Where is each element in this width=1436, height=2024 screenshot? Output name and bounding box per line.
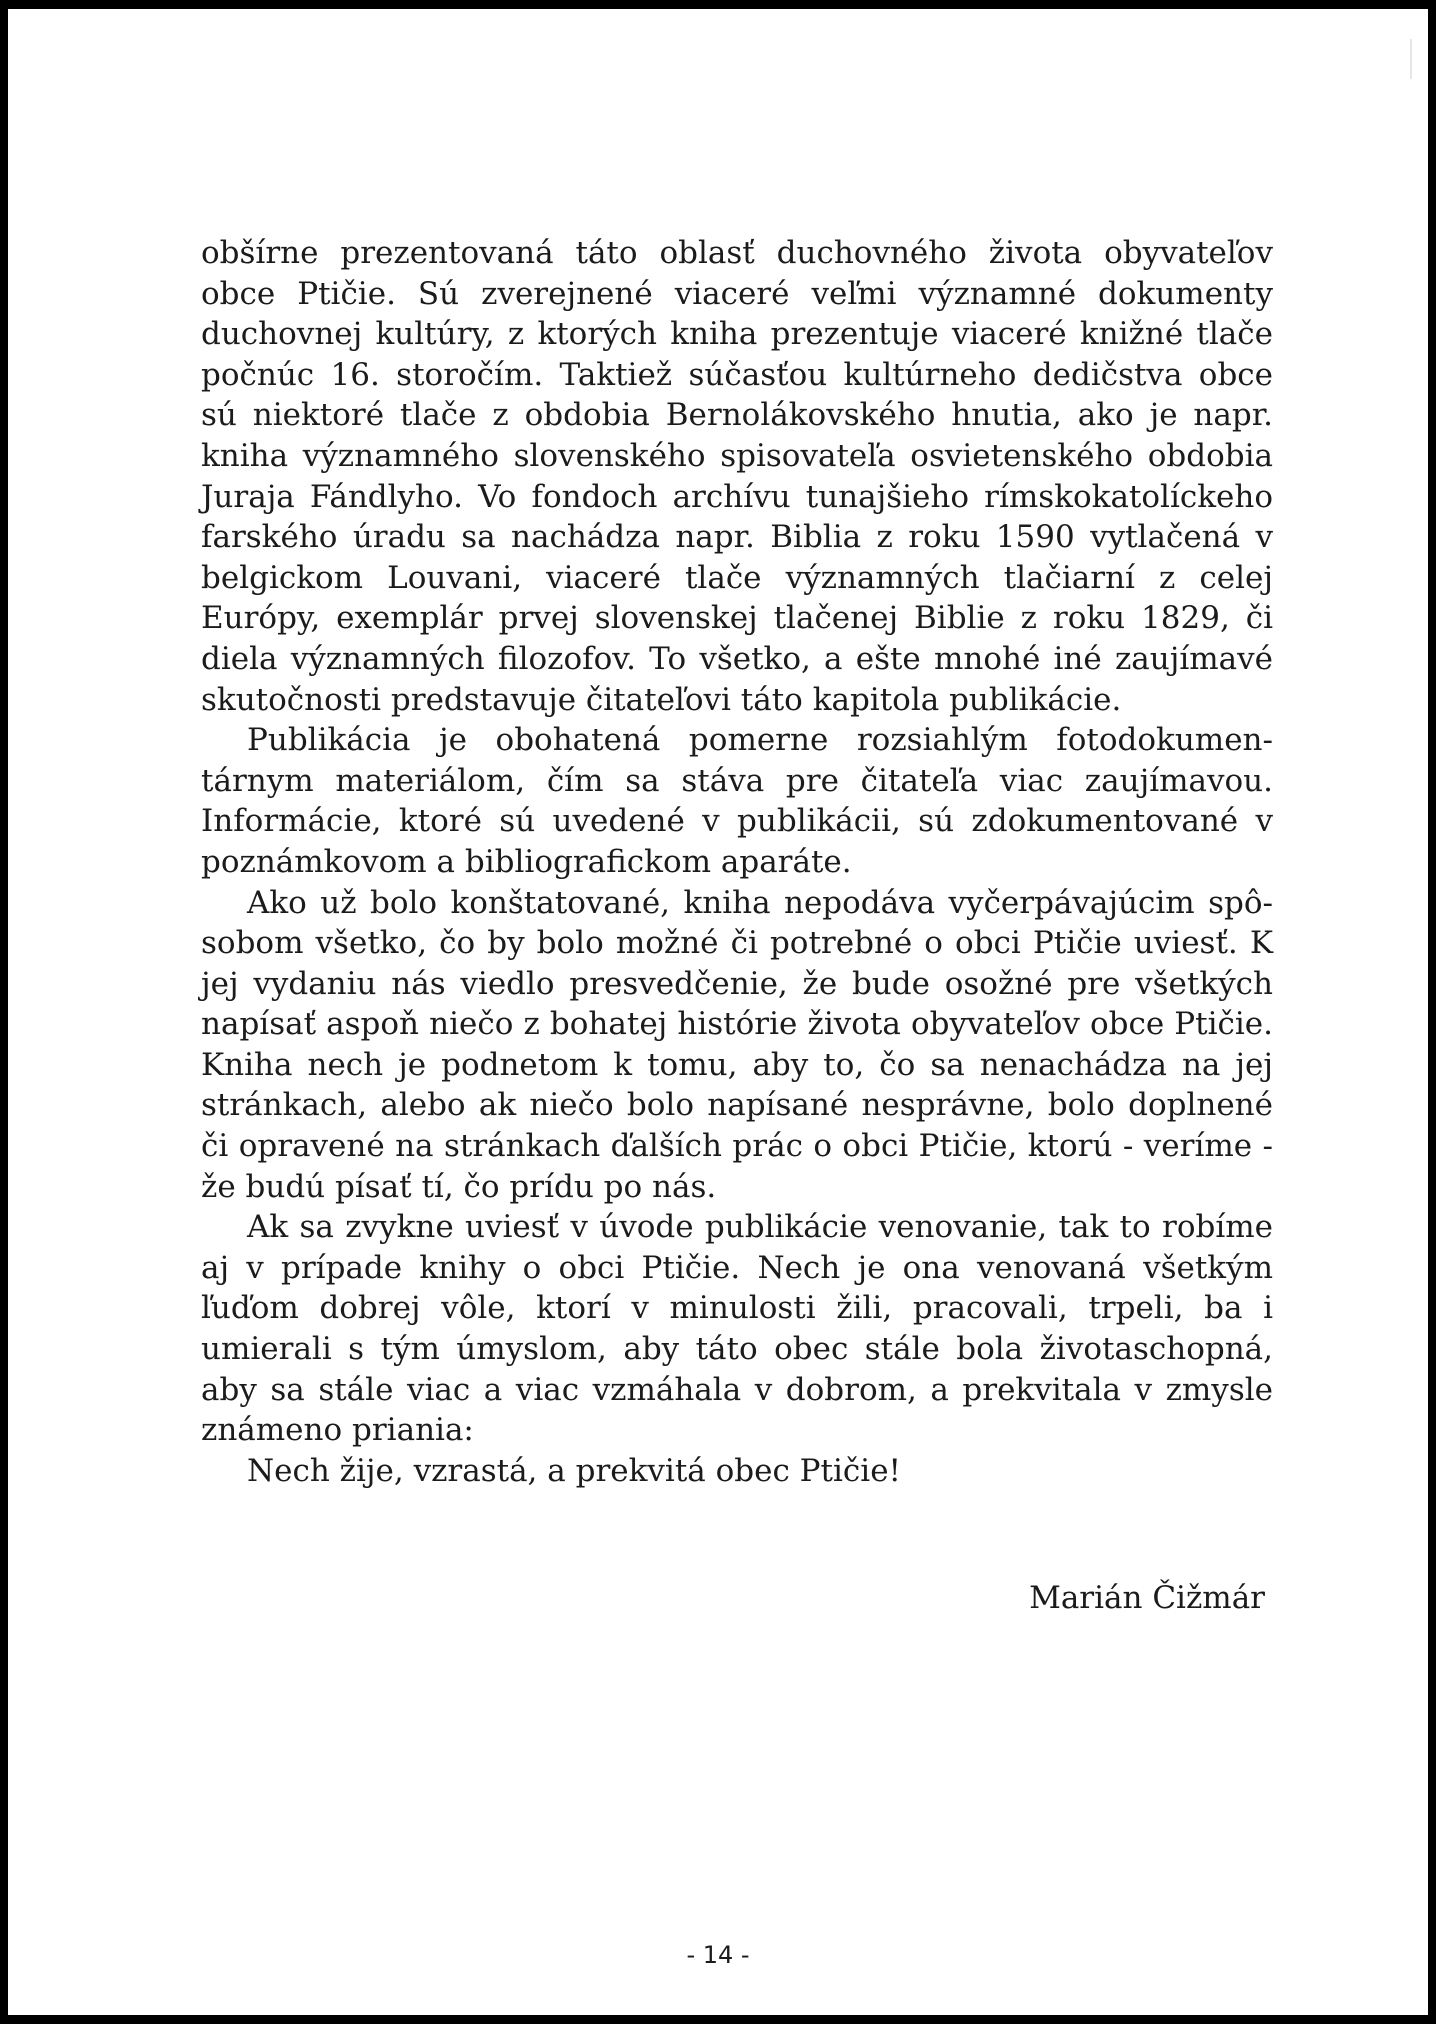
page-number: - 14 - [686, 1941, 750, 1969]
paragraph-slogan: Nech žije, vzrastá, a prekvitá obec Ptičie! [247, 1452, 901, 1489]
paragraph-scope: Ako už bolo konštatované, kniha nepodáva vyčerpávajúcim spôsobom všetko, čo by bolo možné či potrebné o obci Ptičie uviesť. K jej vydaniu nás viedlo presvedčenie, že bude osožné pre všetkých napísať aspoň niečo z bohatej histórie života obyvateľov obce Ptičie. Kniha nech je podnetom k tomu, aby to, čo sa nenachádza na jej stránkach, alebo ak niečo bolo napísané nesprávne, bolo doplnené či opravené na stránkach ďalších prác o obci Ptičie, ktorú - veríme - že budú písať tí, čo prídu po nás. [201, 884, 1273, 1205]
paragraph-publication: Publikácia je obohatená pomerne rozsiahlým fotodokumentárnym materiálom, čím sa stáva pre čitateľa viac zaujímavou. Informácie, ktoré sú uvedené v publikácii, sú zdokumentované v poznámkovom a bibliografickom aparáte. [201, 722, 1273, 880]
document-page [8, 9, 1428, 2015]
scan-edge-mark [1410, 39, 1412, 79]
author-signature: Marián Čižmár [1029, 1580, 1265, 1616]
body-text [201, 233, 1273, 1491]
paragraph-continuation: obšírne prezentovaná táto oblasť duchovného života obyvateľov obce Ptičie. Sú zverejnené viaceré veľmi významné dokumenty duchovnej kultúry, z ktorých kniha prezentuje viaceré knižné tlače počnúc 16. storočím. Taktiež súčasťou kultúrneho dedičstva obce sú niektoré tlače z obdobia Bernolákovského hnutia, ako je napr. kniha významného slovenského spisovateľa osvietenského obdobia Juraja Fándlyho. Vo fondoch archívu tunajšieho rímskokatolíckeho farského úradu sa nachádza napr. Biblia z roku 1590 vytlačená v belgickom Louvani, viaceré tlače významných tlačiarní z celej Európy, exemplár prvej slovenskej tlačenej Biblie z roku 1829, či diela významných filozofov. To všetko, a ešte mnohé iné zaujímavé skutočnosti predstavuje čitateľovi táto kapitola publikácie. [201, 235, 1273, 718]
paragraph-dedication: Ak sa zvykne uviesť v úvode publikácie venovanie, tak to robíme aj v prípade knihy o obci Ptičie. Nech je ona venovaná všetkým ľuďom dobrej vôle, ktorí v minulosti žili, pracovali, trpeli, ba i umierali s tým úmyslom, aby táto obec stále bola životaschopná, aby sa stále viac a viac vzmáhala v dobrom, a prekvitala v zmysle známeno priania: [201, 1209, 1273, 1449]
